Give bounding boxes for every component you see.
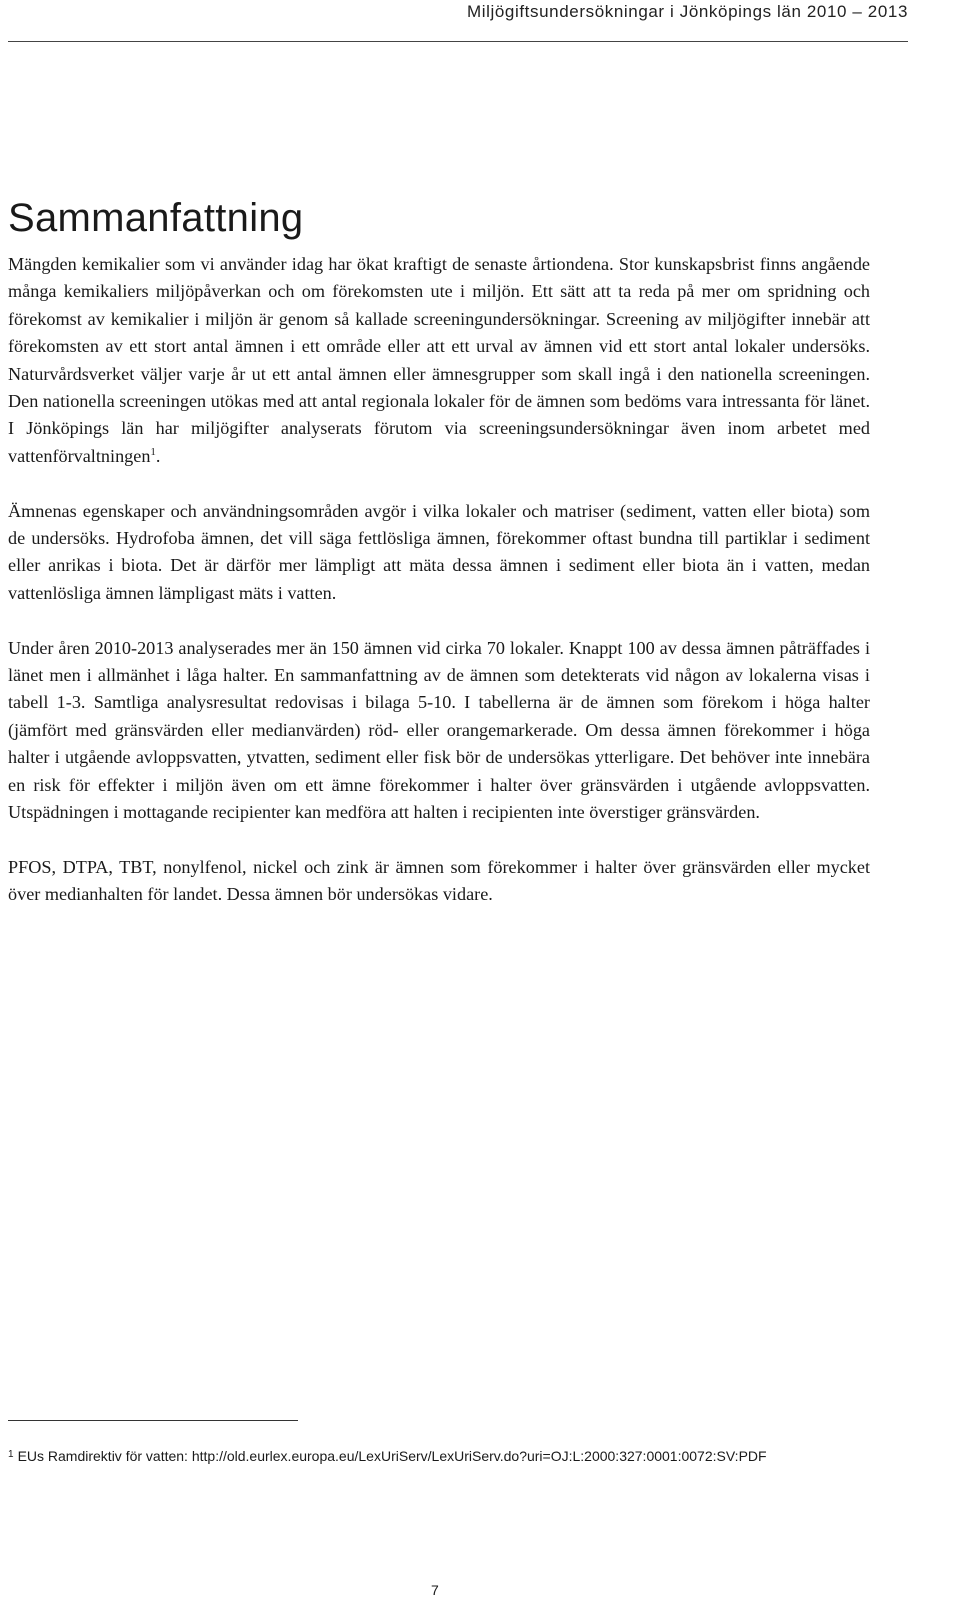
footnote — [8, 1448, 928, 1464]
paragraph-1-end: . — [155, 445, 161, 466]
running-header: Miljögiftsundersökningar i Jönköpings län 2010 – 2013 — [466, 2, 908, 21]
footnote-text[interactable]: EUs Ramdirektiv för vatten: http://old.eurlex.europa.eu/LexUriServ/LexUriServ.do?uri=OJ:L:2000:327:0001:0072:SV:PDF — [17, 1448, 767, 1464]
footnote-marker: 1 — [8, 1449, 14, 1460]
body-text — [8, 251, 870, 936]
paragraph-4: PFOS, DTPA, TBT, nonylfenol, nickel och zink är ämnen som förekommer i halter över gränsvärden eller mycket över medianhalten för landet. Dessa ämnen bör undersökas vidare. — [8, 856, 870, 905]
footnote-reference[interactable]: 1 — [150, 445, 156, 458]
paragraph-2: Ämnenas egenskaper och användningsområden avgör i vilka lokaler och matriser (sediment, vatten eller biota) som de undersöks. Hydrofoba ämnen, det vill säga fettlösliga ämnen, förekommer oftast bundna till partiklar i sediment eller anrikas i biota. Det är därför mer lämpligt att mäta dessa ämnen i sediment eller biota än i vatten, medan vattenlösliga ämnen lämpligast mäts i vatten. — [8, 500, 870, 603]
header-divider — [8, 41, 908, 42]
page-title: Sammanfattning — [8, 196, 304, 240]
paragraph-1-text: Mängden kemikalier som vi använder idag har ökat kraftigt de senaste årtiondena. Stor kunskapsbrist finns angående många kemikaliers miljöpåverkan och om förekomsten ute i miljön. Ett sätt att ta reda på mer om spridning och förekomst av kemikalier i miljön är genom så kallade screeningundersökningar. Screening av miljögifter innebär att förekomsten av ett stort antal ämnen i ett område eller att ett urval av ämnen vid ett stort antal lokaler undersöks. Naturvårdsverket väljer varje år ut ett antal ämnen eller ämnesgrupper som skall ingå i den nationella screeningen. Den nationella screeningen utökas med att antal regionala lokaler för de ämnen som bedöms vara intressanta för länet. I Jönköpings län har miljögifter analyserats förutom via screeningsundersökningar även inom arbetet med vattenförvaltningen — [8, 254, 870, 466]
paragraph-1 — [8, 251, 870, 470]
paragraph-3: Under åren 2010-2013 analyserades mer än 150 ämnen vid cirka 70 lokaler. Knappt 100 av dessa ämnen påträffades i länet men i allmänhet i låga halter. En sammanfattning av de ämnen som detekterats vid någon av lokalerna visas i tabell 1-3. Samtliga analysresultat redovisas i bilaga 5-10. I tabellerna är de ämnen som förekom i höga halter (jämfört med gränsvärden eller medianvärden) röd- eller orangemarkerade. Om dessa ämnen förekommer i höga halter i utgående avloppsvatten, ytvatten, sediment eller fisk bör de undersökas ytterligare. Det behöver inte innebära en risk för effekter i miljön även om ett ämne förekommer i halter över gränsvärden i utgående avloppsvatten. Utspädningen i mottagande recipienter kan medföra att halten i recipienten inte överstiger gränsvärden. — [8, 637, 870, 823]
page-number: 7 — [431, 1582, 439, 1598]
footnote-divider — [8, 1420, 298, 1421]
